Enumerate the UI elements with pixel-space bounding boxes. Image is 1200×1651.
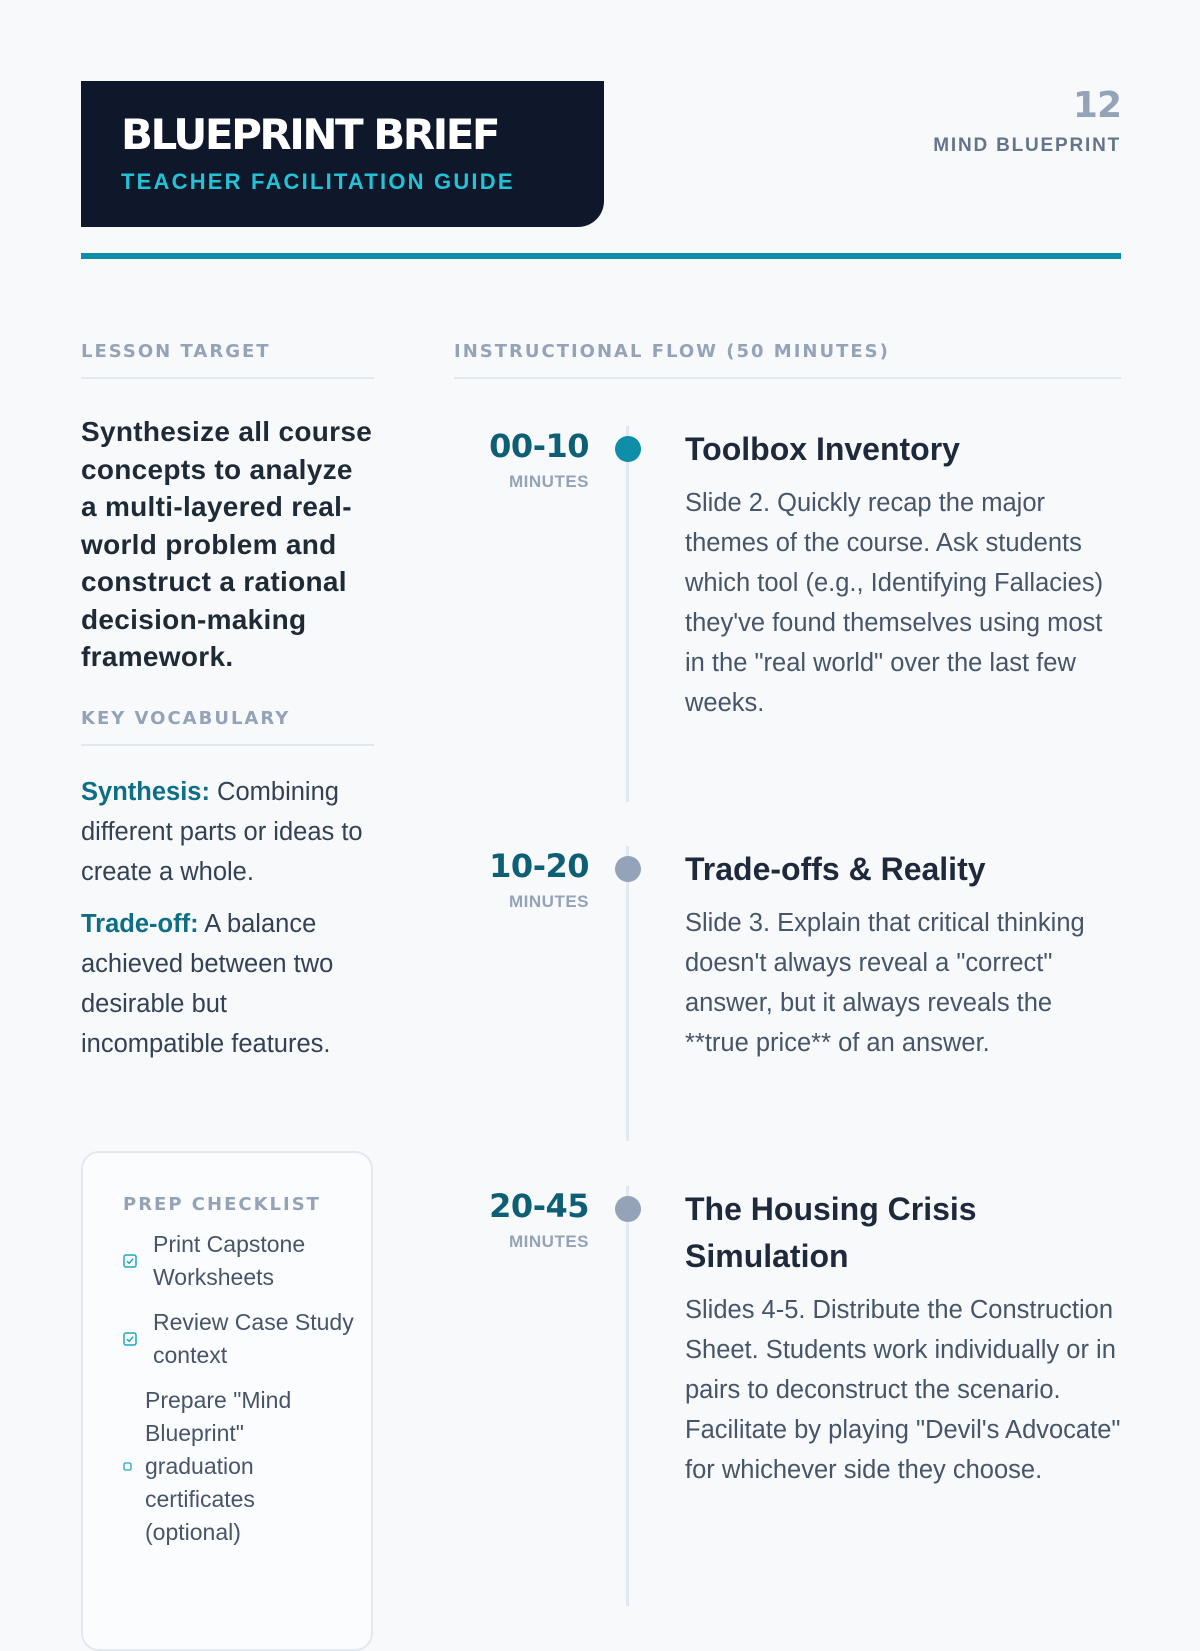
- timeline-line: [626, 846, 629, 1141]
- timeline-dot: [615, 856, 641, 882]
- step-unit: MINUTES: [509, 472, 589, 491]
- step-unit: MINUTES: [509, 1232, 589, 1251]
- vocab-item-synthesis: [81, 772, 374, 892]
- step-unit: MINUTES: [509, 892, 589, 911]
- left-column: [81, 341, 374, 1064]
- vocab-definition: Combining different parts or ideas to create a whole.: [81, 777, 363, 886]
- step-description: Slides 4-5. Distribute the Construction Sheet. Students work individually or in pairs to deconstruct the scenario. Facilitate by playing "Devil's Advocate" for whichever side they choose.: [685, 1296, 1121, 1484]
- step-description: Slide 2. Quickly recap the major themes of the course. Ask students which tool (e.g., Identifying Fallacies) they've found themselves using most in the "real world" over the last few weeks.: [685, 489, 1104, 717]
- lesson-target-divider: [81, 377, 374, 379]
- timeline-line: [626, 1186, 629, 1606]
- checklist-item-label: Review Case Study context: [153, 1309, 354, 1368]
- instructional-flow-timeline: [454, 0, 1121, 1600]
- vocab-term: Synthesis:: [81, 777, 210, 806]
- step-title: Toolbox Inventory: [685, 431, 960, 467]
- step-time: 10-20: [489, 847, 589, 885]
- lesson-target-heading: LESSON TARGET: [81, 341, 271, 362]
- checked-box-icon[interactable]: [123, 1332, 139, 1346]
- vocab-term: Trade-off:: [81, 909, 199, 938]
- checklist-item[interactable]: [123, 1306, 371, 1372]
- vocabulary-heading: KEY VOCABULARY: [81, 707, 291, 729]
- brand-subtitle: TEACHER FACILITATION GUIDE: [121, 169, 515, 194]
- timeline-dot-active: [615, 436, 641, 462]
- checklist-item[interactable]: [123, 1228, 371, 1294]
- flow-heading: INSTRUCTIONAL FLOW (50 MINUTES): [454, 341, 890, 362]
- step-title: The Housing Crisis Simulation: [685, 1191, 977, 1274]
- vocabulary-divider: [81, 744, 374, 746]
- timeline-dot: [615, 1196, 641, 1222]
- step-time: 00-10: [489, 427, 589, 465]
- checklist-heading: PREP CHECKLIST: [123, 1194, 321, 1215]
- lesson-target-text: Synthesize all course concepts to analyze a multi-layered real-world problem and construct a rational decision-making framework.: [81, 416, 373, 672]
- vocab-definition: A balance achieved between two desirable but incompatible features.: [81, 909, 334, 1058]
- checked-box-icon[interactable]: [123, 1254, 139, 1268]
- step-description: Slide 3. Explain that critical thinking doesn't always reveal a "correct" answer, but it always reveals the **true price** of an answer.: [685, 909, 1085, 1057]
- unchecked-box-icon[interactable]: [123, 1462, 139, 1472]
- vocab-item-trade-off: [81, 904, 374, 1064]
- prep-checklist-card: [81, 1151, 373, 1651]
- step-time: 20-45: [489, 1187, 589, 1225]
- guide-page: [81, 0, 1121, 1600]
- checklist-item-label: Print Capstone Worksheets: [153, 1231, 306, 1290]
- timeline-line: [626, 426, 629, 802]
- issue-label: MIND BLUEPRINT: [933, 135, 1121, 156]
- checklist-item[interactable]: [123, 1384, 371, 1549]
- step-title: Trade-offs & Reality: [685, 851, 986, 887]
- checklist-item-label: Prepare "Mind Blueprint" graduation certificates (optional): [145, 1387, 292, 1545]
- issue-number: 12: [1072, 85, 1121, 126]
- brand-title: BLUEPRINT BRIEF: [121, 110, 499, 159]
